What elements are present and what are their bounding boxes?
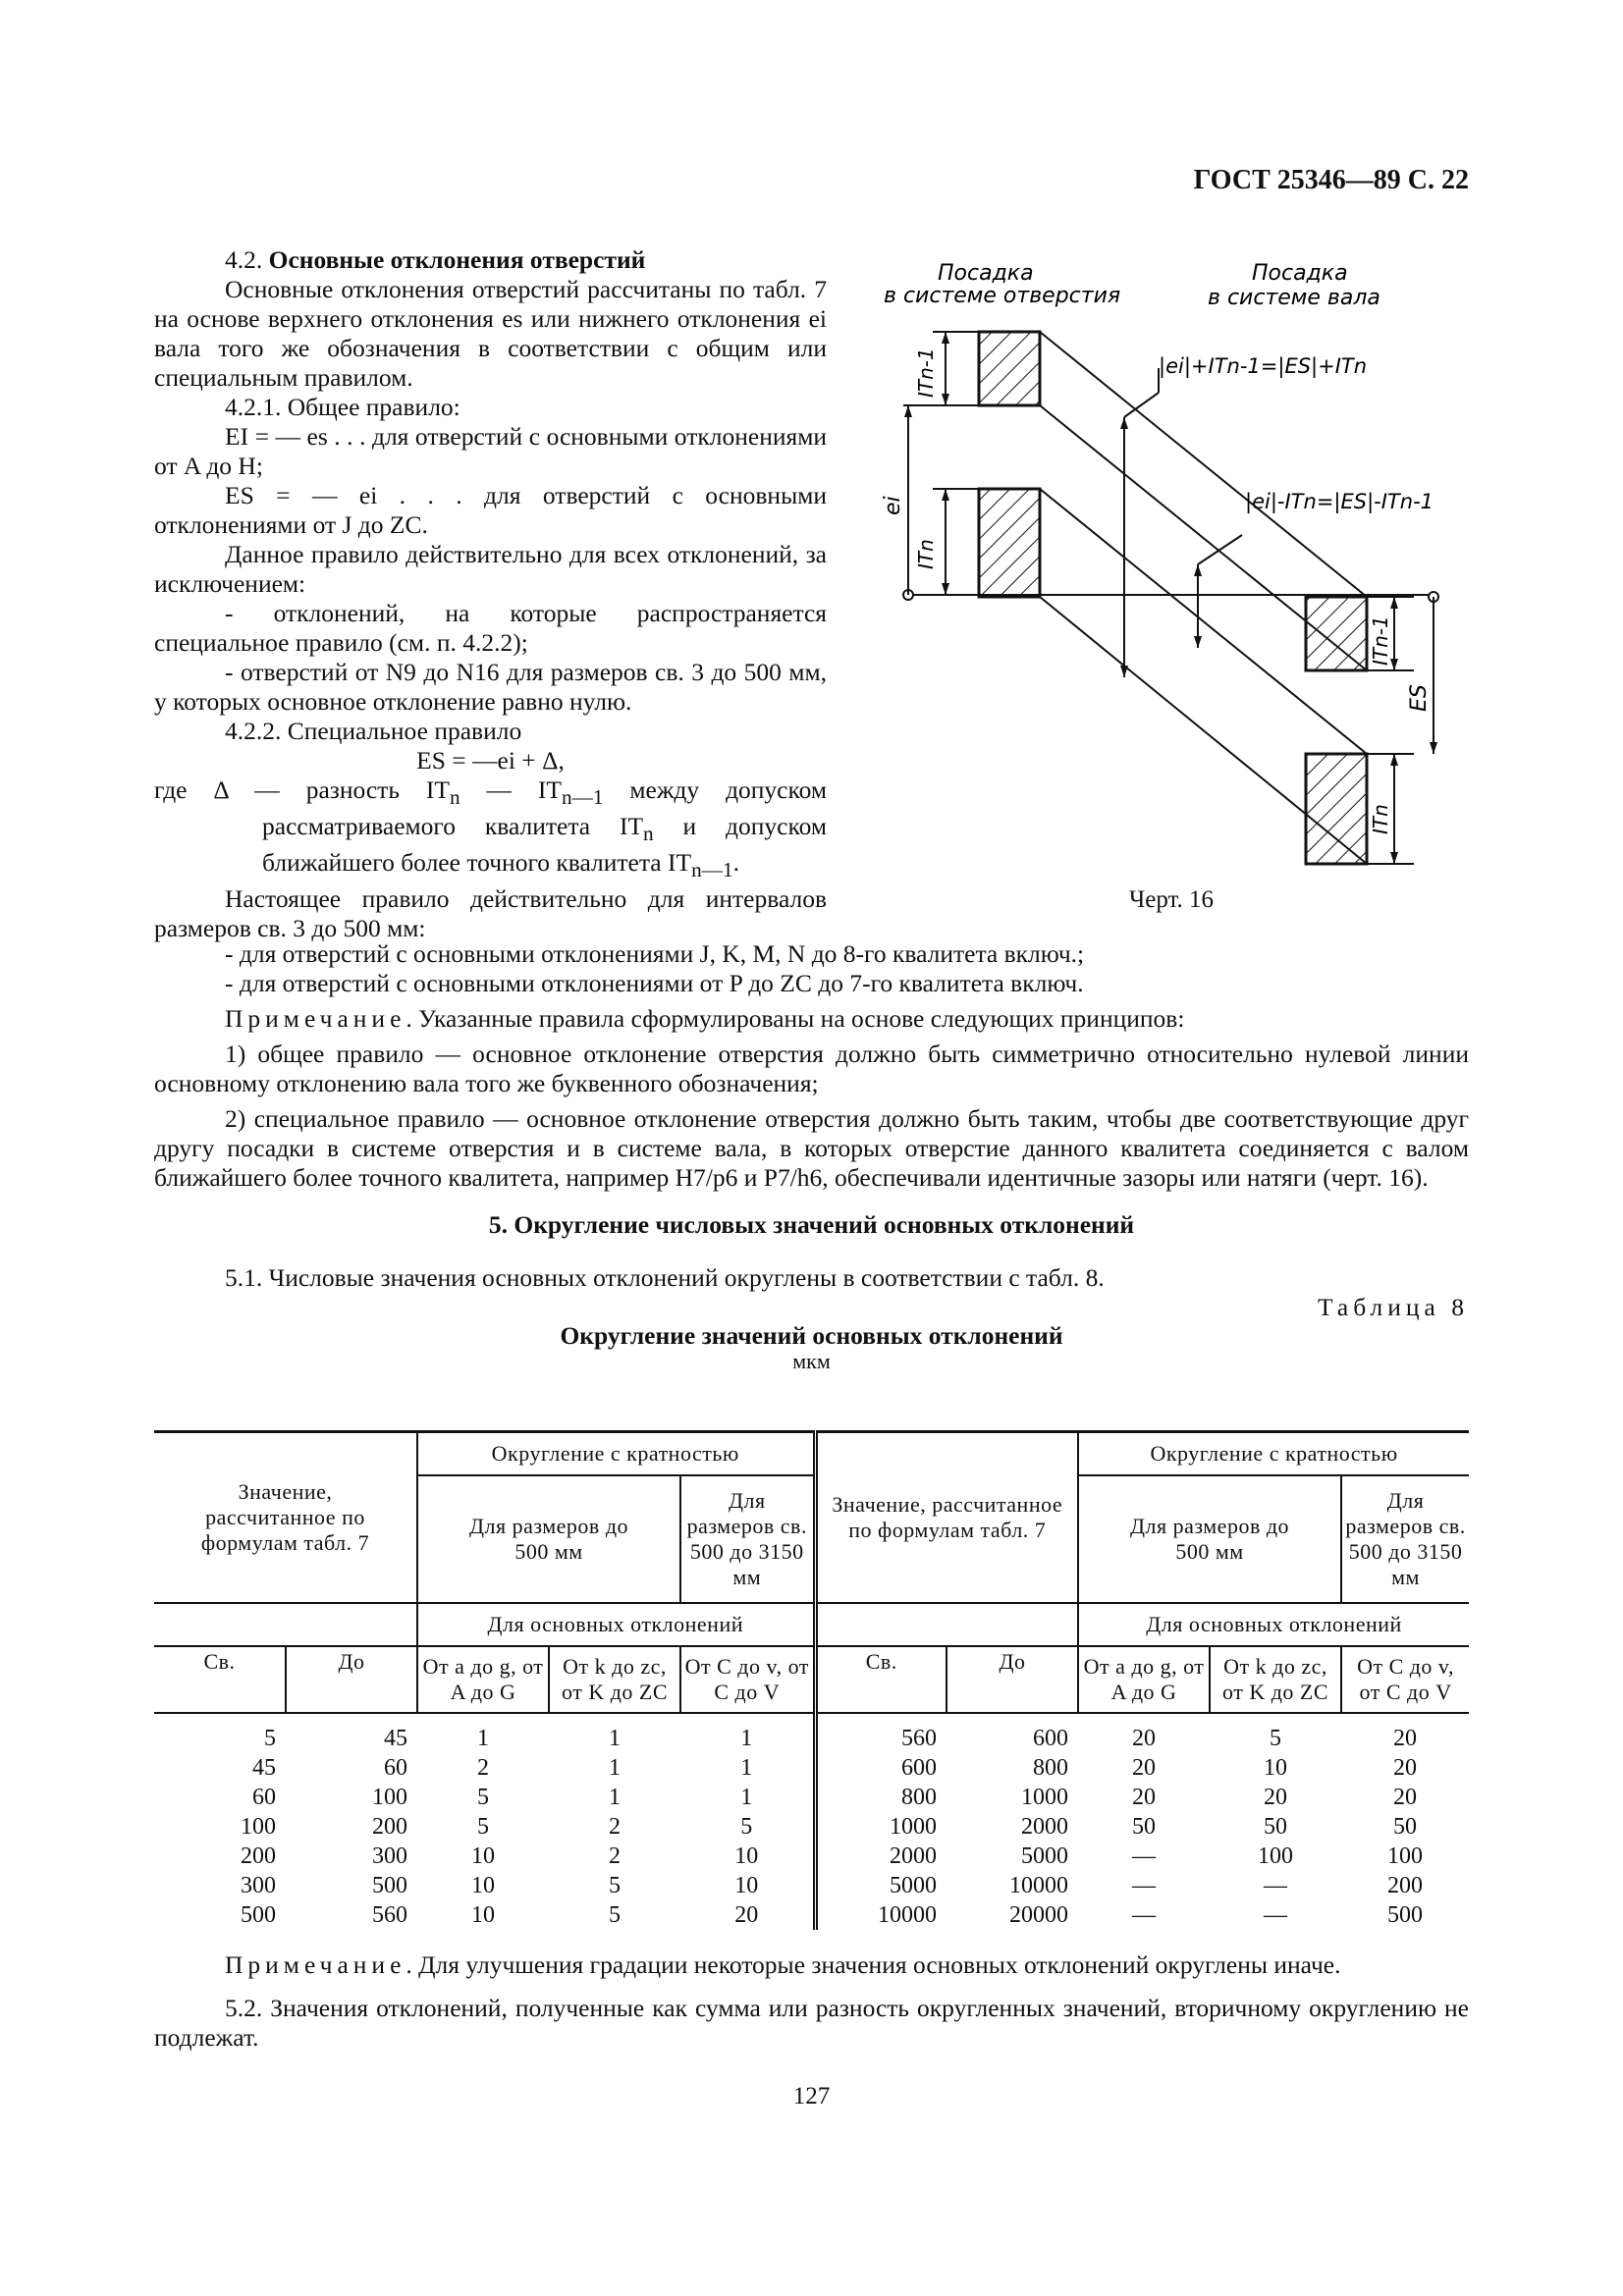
table-cell: 60 (384, 1755, 408, 1781)
shaft-box-itn (1306, 754, 1367, 864)
note-2: Примечание. Для улучшения градации некоторые значения основных отклонений округлены иначе. (225, 1950, 1341, 1979)
table-cell: 1 (740, 1726, 753, 1751)
header-value: Значение, рассчитанное по формулам табл. 7 (815, 1432, 1078, 1604)
table-cell: 100 (241, 1814, 276, 1840)
fit-diagram (864, 245, 1492, 933)
header-round: Округление с кратностью (417, 1432, 815, 1476)
label-ei: ei (881, 496, 905, 515)
section-4-2-heading: 4.2. Основные отклонения отверстий (225, 245, 646, 274)
table-cell: 5 (609, 1902, 622, 1928)
table-row (154, 1753, 1469, 1783)
table-cell: 10 (471, 1843, 496, 1869)
table-cell: 300 (372, 1843, 408, 1869)
section-5-title: 5. Округление числовых значений основных отклонений (488, 1210, 1135, 1239)
table-cell: — (1132, 1873, 1157, 1898)
table-row (154, 1871, 1469, 1900)
table-cell: 800 (1033, 1755, 1069, 1781)
equation-1: |ei|+ITn-1=|ES|+ITn (1159, 354, 1368, 378)
table-cell: 100 (372, 1785, 408, 1810)
table-cell: 20 (1132, 1755, 1157, 1781)
paragraph: Основные отклонения отверстий рассчитаны по табл. 7 на основе верхнего отклонения es или нижнего отклонения ei вала того же обозначения в соответствии с общим или специальным правилом. (154, 275, 827, 392)
table-cell: 2 (477, 1755, 490, 1781)
ei-rule: EI = — es . . . для отверстий с основными отклонениями от A до H; (154, 422, 827, 480)
header-main-dev: Для основных отклонений (1078, 1603, 1469, 1646)
bullet: - отверстий от N9 до N16 для размеров св. 3 до 500 мм, у которых основное отклонение равно нулю. (154, 658, 827, 716)
table-cell: — (1132, 1843, 1157, 1869)
table-cell: 200 (241, 1843, 276, 1869)
table-cell: 500 (372, 1873, 408, 1898)
header-500-3150: Для размеров св. 500 до 3150 мм (1345, 1488, 1466, 1589)
bullet: - для отверстий с основными отклонениями от P до ZC до 7-го квалитета включ. (225, 969, 1084, 997)
table-cell: 20 (1264, 1785, 1288, 1810)
table-cell: 20 (1393, 1785, 1418, 1810)
page-header: ГОСТ 25346—89 С. 22 (1193, 165, 1469, 195)
table-cell: 1 (609, 1785, 622, 1810)
header-ag: От a до g, от A до G (1078, 1646, 1210, 1713)
equation-2: |ei|-ITn=|ES|-ITn-1 (1245, 490, 1434, 513)
paragraph: Настоящее правило действительно для интервалов размеров св. 3 до 500 мм: (154, 884, 827, 943)
full-width-text (154, 939, 1469, 1373)
header-cv: От C до v, от C до V (1357, 1654, 1455, 1704)
table-cell: 10000 (815, 1900, 947, 1930)
label-hole-line2: в системе отверстия (884, 284, 1121, 308)
label-es: ES (1407, 684, 1432, 712)
table-cell: 45 (252, 1755, 276, 1781)
table-cell: 5 (609, 1873, 622, 1898)
table-unit: мкм (792, 1349, 831, 1373)
page-number: 127 (792, 2083, 831, 2109)
note-item-1: 1) общее правило — основное отклонение отверстия должно быть симметрично относительно нулевой линии основному отклонению вала того же буквенного обозначения; (154, 1040, 1469, 1097)
shaft-box-itn1 (1306, 597, 1367, 670)
table-cell: 20 (1132, 1785, 1157, 1810)
table-row (154, 1842, 1469, 1871)
label-shaft-line1: Посадка (1252, 261, 1348, 286)
table-cell: — (1264, 1873, 1288, 1898)
table-cell: 800 (815, 1783, 947, 1812)
table-row (154, 1812, 1469, 1842)
table-cell: 5 (477, 1785, 490, 1810)
label-itn-shaft: ITn (1369, 804, 1392, 834)
hole-box-itn (979, 489, 1040, 597)
table-cell: 60 (252, 1785, 276, 1810)
section-4-2-1: 4.2.1. Общее правило: (225, 393, 460, 421)
table-cell: 1 (740, 1755, 753, 1781)
table-cell: 50 (1132, 1814, 1157, 1840)
table-cell: 20 (1393, 1755, 1418, 1781)
formula: ES = —ei + Δ, (416, 746, 565, 774)
table-cell: 50 (1264, 1814, 1288, 1840)
header-value: Значение, рассчитанное по формулам табл. 7 (154, 1432, 417, 1604)
es-rule: ES = — ei . . . для отверстий с основными отклонениями от J до ZC. (154, 481, 827, 539)
table-cell: 2000 (815, 1842, 947, 1871)
table-cell: 20000 (1009, 1902, 1069, 1928)
left-column (154, 245, 827, 943)
table-cell: 10 (471, 1902, 496, 1928)
note: Примечание. Указанные правила сформулированы на основе следующих принципов: (225, 1004, 1185, 1033)
table-cell: 1 (740, 1785, 753, 1810)
label-shaft-line2: в системе вала (1208, 286, 1380, 310)
header-upto-500: Для размеров до 500 мм (1078, 1475, 1341, 1603)
table-cell: 10000 (1009, 1873, 1069, 1898)
table-cell: 2 (609, 1843, 622, 1869)
table-cell: 1000 (1021, 1785, 1069, 1810)
section-5-2: 5.2. Значения отклонений, полученные как сумма или разность округленных значений, вторичному округлению не подлежат. (154, 1994, 1469, 2052)
table-cell: 10 (1264, 1755, 1288, 1781)
note-item-2: 2) специальное правило — основное отклонение отверстия должно быть таким, чтобы две соответствующие друг другу посадки в системе отверстия и в системе вала, в которых отверстие данного квалитета соединяется с валом ближайшего более точного квалитета, например H7/p6 и P7/h6, обеспечивали идентичные зазоры или натяги (черт. 16). (154, 1104, 1469, 1192)
header-round: Округление с кратностью (1078, 1432, 1469, 1476)
rounding-table (154, 1430, 1469, 1930)
table-cell: 100 (1258, 1843, 1294, 1869)
table-cell: 200 (1387, 1873, 1424, 1898)
table-cell: 1 (477, 1726, 490, 1751)
table-cell: 5000 (1021, 1843, 1069, 1869)
table-cell: 300 (241, 1873, 276, 1898)
table-cell: 500 (241, 1902, 276, 1928)
label-hole-line1: Посадка (938, 261, 1034, 286)
table-row (154, 1713, 1469, 1753)
table-cell: 1 (609, 1726, 622, 1751)
header-from: Св. (815, 1646, 947, 1713)
header-from: Св. (154, 1646, 286, 1713)
bullet: - для отверстий с основными отклонениями J, K, M, N до 8-го квалитета включ.; (225, 939, 1085, 968)
table-cell: 1000 (815, 1812, 947, 1842)
table-cell: 10 (734, 1843, 759, 1869)
table-cell: 10 (471, 1873, 496, 1898)
table-cell: 1 (609, 1755, 622, 1781)
table-cell: 2000 (1021, 1814, 1069, 1840)
section-4-2-2: 4.2.2. Специальное правило (225, 717, 522, 745)
table-cell: 600 (815, 1753, 947, 1783)
table-cell: 45 (384, 1726, 408, 1751)
table-cell: 200 (372, 1814, 408, 1840)
table-cell: 5 (264, 1726, 276, 1751)
table-title: Округление значений основных отклонений (560, 1321, 1063, 1350)
label-itn1-shaft: ITn-1 (1369, 615, 1392, 666)
table-cell: — (1132, 1902, 1157, 1928)
table-cell: 5 (740, 1814, 753, 1840)
header-500-3150: Для размеров св. 500 до 3150 мм (686, 1488, 807, 1589)
table-cell: 500 (1387, 1902, 1424, 1928)
header-main-dev: Для основных отклонений (417, 1603, 815, 1646)
table-cell: 20 (734, 1902, 759, 1928)
table-cell: 560 (815, 1713, 947, 1753)
header-upto-500: Для размеров до 500 мм (417, 1475, 680, 1603)
label-itn-hole: ITn (914, 539, 938, 569)
table-row (154, 1900, 1469, 1930)
table-row (154, 1783, 1469, 1812)
table-cell: 50 (1393, 1814, 1418, 1840)
where-clause: где Δ — разность $IT_n$ — $IT_{n—1}$ между допуском рассматриваемого квалитета $IT_n$ и допуском ближайшего более точного квалитета $IT_{n—1}$. (154, 775, 827, 882)
table-label: Таблица 8 (1317, 1293, 1469, 1321)
table-cell: 600 (1033, 1726, 1069, 1751)
paragraph: Данное правило действительно для всех отклонений, за исключением: (154, 540, 827, 598)
hole-box-itn1 (979, 332, 1040, 405)
header-ag: От a до g, от A до G (417, 1646, 549, 1713)
table-cell: 10 (734, 1873, 759, 1898)
label-itn1-hole: ITn-1 (914, 347, 938, 398)
table-cell: 5 (477, 1814, 490, 1840)
header-to: До (947, 1646, 1078, 1713)
header-cv: От C до v, от C до V (684, 1654, 809, 1704)
header-to: До (286, 1646, 417, 1713)
table-cell: 5000 (815, 1871, 947, 1900)
table-cell: 5 (1270, 1726, 1282, 1751)
footer-text (154, 1950, 1469, 2058)
table-cell: — (1264, 1902, 1288, 1928)
header-kzc: От k до zc, от K до ZC (1210, 1646, 1341, 1713)
header-kzc: От k до zc, от K до ZC (549, 1646, 680, 1713)
table-cell: 20 (1132, 1726, 1157, 1751)
table-cell: 2 (609, 1814, 622, 1840)
table-cell: 100 (1387, 1843, 1424, 1869)
table-cell: 560 (372, 1902, 408, 1928)
section-5-1: 5.1. Числовые значения основных отклонений округлены в соответствии с табл. 8. (225, 1263, 1105, 1292)
diagram-caption: Черт. 16 (1129, 886, 1215, 913)
table-cell: 20 (1393, 1726, 1418, 1751)
bullet: - отклонений, на которые распространяется специальное правило (см. п. 4.2.2); (154, 599, 827, 657)
